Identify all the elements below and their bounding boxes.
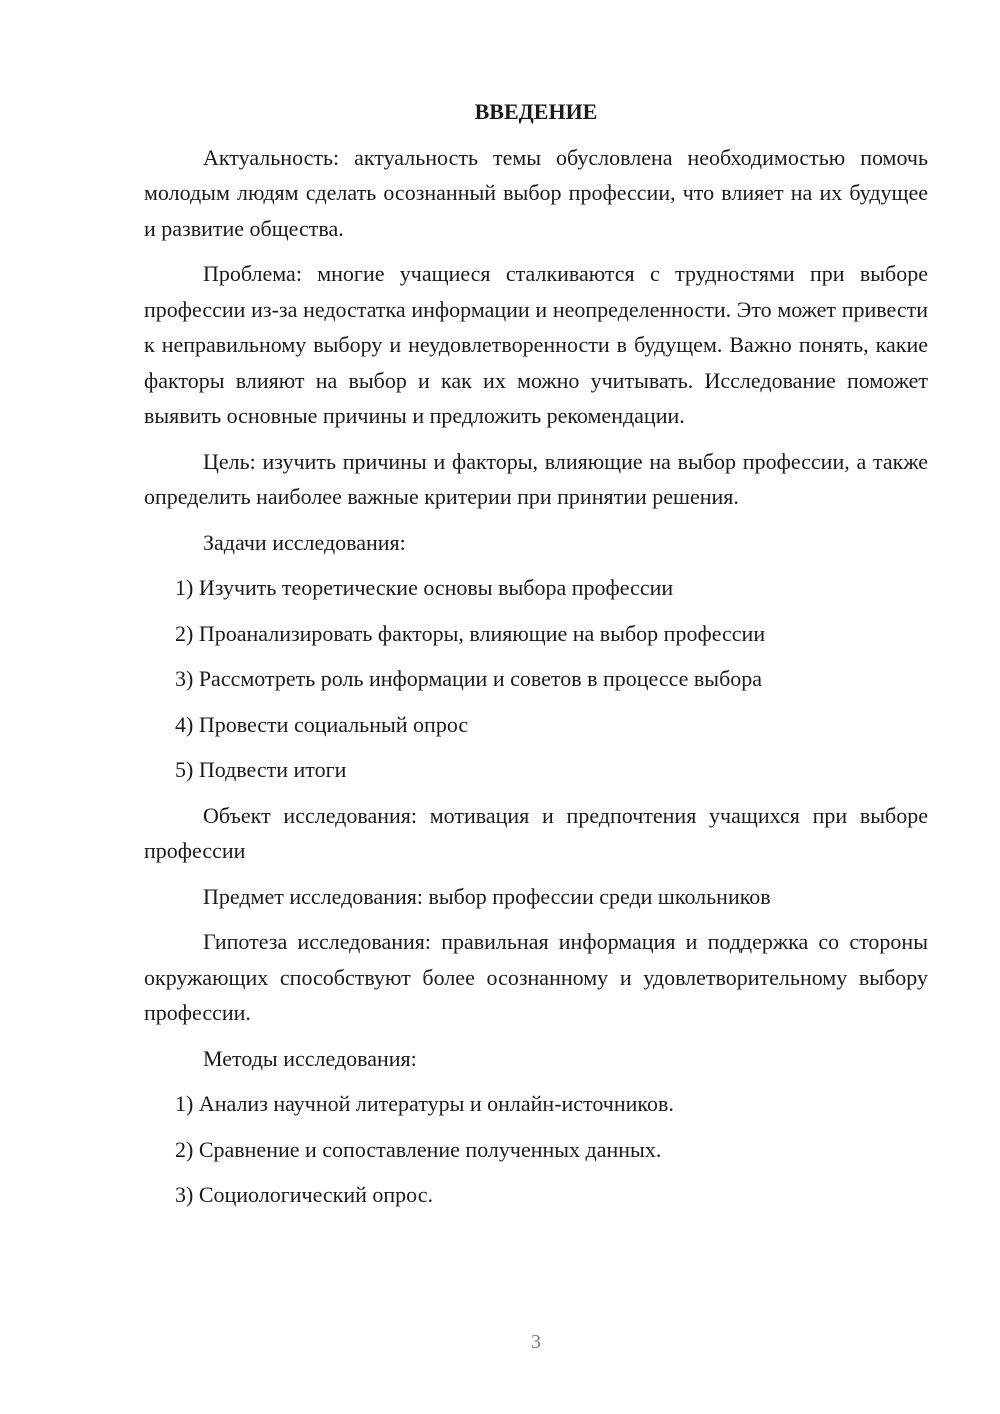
- object-paragraph: Объект исследования: мотивация и предпочтения учащихся при выборе профессии: [144, 802, 928, 863]
- method-item: 3) Социологический опрос.: [175, 1182, 433, 1207]
- method-item: 2) Сравнение и сопоставление полученных данных.: [175, 1136, 662, 1162]
- goal-paragraph: Цель: изучить причины и факторы, влияющие на выбор профессии, а также определить наиболее важные критерии при принятии решения.: [144, 448, 928, 509]
- task-item: 1) Изучить теоретические основы выбора профессии: [175, 575, 674, 600]
- page-number: 3: [531, 1331, 541, 1353]
- task-item: 4) Провести социальный опрос: [175, 711, 469, 737]
- methods-title: Методы исследования:: [203, 1045, 417, 1071]
- task-item: 5) Подвести итоги: [175, 757, 347, 782]
- subject-paragraph: Предмет исследования: выбор профессии среди школьников: [203, 883, 771, 909]
- tasks-title: Задачи исследования:: [203, 529, 406, 555]
- task-item: 3) Рассмотреть роль информации и советов в процессе выбора: [175, 666, 763, 691]
- relevance-paragraph: Актуальность: актуальность темы обусловлена необходимостью помочь молодым людям сделать осознанный выбор профессии, что влияет на их будущее и развитие общества.: [144, 144, 928, 241]
- section-heading: ВВЕДЕНИЕ: [474, 99, 598, 124]
- page-content: [144, 94, 928, 1223]
- method-item: 1) Анализ научной литературы и онлайн-источников.: [175, 1091, 674, 1116]
- task-item: 2) Проанализировать факторы, влияющие на выбор профессии: [175, 620, 766, 646]
- problem-paragraph: Проблема: многие учащиеся сталкиваются с трудностями при выборе профессии из-за недостатка информации и неопределенности. Это может привести к неправильному выбору и неудовлетворенности в будущем. Важно понять, какие факторы влияют на выбор и как их можно учитывать. Исследование поможет выявить основные причины и предложить рекомендации.: [144, 261, 928, 428]
- hypothesis-paragraph: Гипотеза исследования: правильная информация и поддержка со стороны окружающих способствуют более осознанному и удовлетворительному выбору профессии.: [144, 929, 928, 1025]
